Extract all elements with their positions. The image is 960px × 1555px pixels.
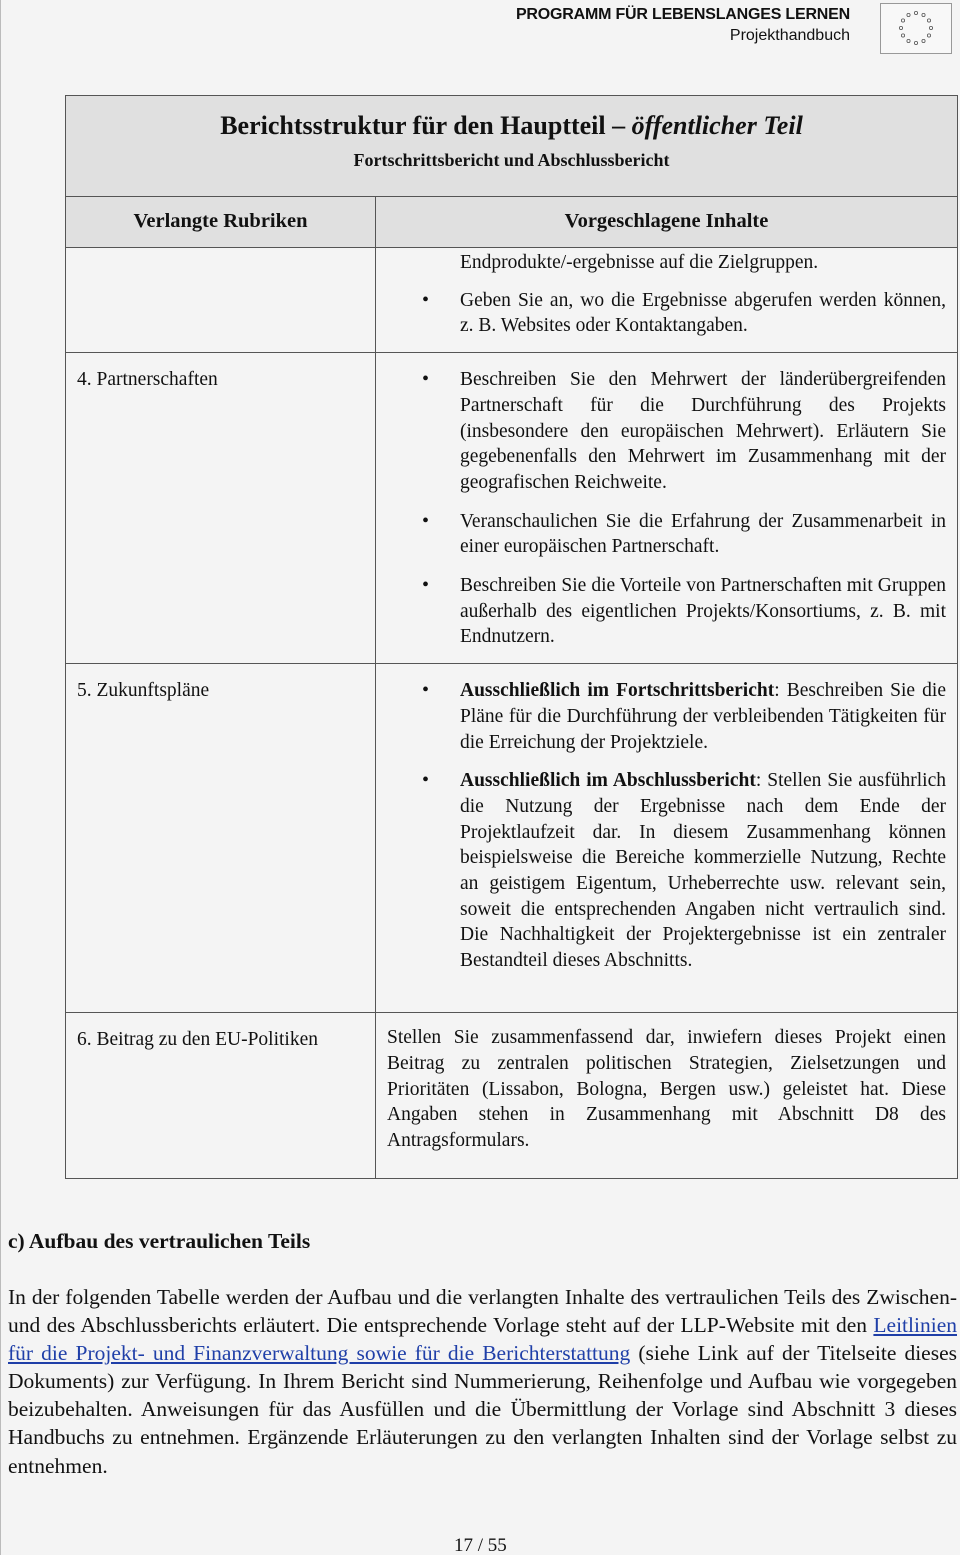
star-mark	[901, 34, 904, 37]
star-mark	[927, 34, 930, 37]
bullet-text: : Stellen Sie ausführlich die Nutzung der Ergebnisse nach dem Ende der Projektlaufzeit dar. In diesem Zusammenhang können beispielsweise die Bereiche kommerzielle Nutzung, Rechte an geistigem Eigentum, Urheberrechte usw. relevant sein, soweit die entsprechenden Angaben nicht vertraulich sind. Die Nachhaltigkeit der Projektergebnisse ist ein zentraler Bestandteil dieses Abschnitts.	[460, 770, 946, 972]
star-mark	[914, 41, 917, 44]
continued-text: Endprodukte/-ergebnisse auf die Zielgruppen.	[460, 252, 819, 273]
row-label: 4. Partnerschaften	[66, 353, 376, 664]
bold-lead: Ausschließlich im Fortschrittsbericht	[460, 680, 775, 702]
star-mark	[907, 39, 910, 42]
table-title-cell	[66, 96, 958, 197]
eu-stars-icon	[881, 4, 951, 53]
report-structure-table	[65, 95, 958, 1179]
star-mark	[927, 19, 930, 22]
table-subtitle: Fortschrittsbericht und Abschlussbericht	[353, 150, 670, 170]
star-mark	[907, 13, 910, 16]
row-label: 5. Zukunftspläne	[66, 664, 376, 1013]
row-label: 6. Beitrag zu den EU-Politiken	[66, 1013, 376, 1179]
table-title: Berichtsstruktur für den Hauptteil –	[220, 111, 632, 140]
star-mark	[929, 26, 932, 29]
table-row	[66, 248, 958, 353]
list-item: • Geben Sie an, wo die Ergebnisse abgerufen werden können, z. B. Websites oder Kontaktangaben.	[460, 288, 946, 339]
bold-lead: Ausschließlich im Abschlussbericht	[460, 770, 756, 792]
list-item: • Beschreiben Sie den Mehrwert der länderübergreifenden Partnerschaft für die Durchführung des Projekts (insbesondere den europäischen Mehrwert). Erläutern Sie gegebenenfalls den Mehrwert im Zusammenhang mit der geografischen Reichweite.	[460, 367, 946, 496]
section-heading: c) Aufbau des vertraulichen Teils	[8, 1229, 311, 1253]
eu-flag-logo	[880, 3, 952, 54]
table-row	[66, 664, 958, 1013]
table-row	[66, 353, 958, 664]
page-number: 17 / 55	[454, 1535, 507, 1555]
program-title: PROGRAMM FÜR LEBENSLANGES LERNEN	[515, 6, 850, 23]
list-item: • Beschreiben Sie die Vorteile von Partnerschaften mit Gruppen außerhalb des eigentlichen Projekts/Konsortiums, z. B. mit Endnutzern.	[460, 573, 946, 650]
bullet-text: : Beschreiben Sie die Pläne für die Durchführung der verbleibenden Tätigkeiten für die Erreichung der Projektziele.	[460, 680, 946, 753]
list-item	[460, 678, 946, 755]
table-title-italic: öffentlicher Teil	[631, 111, 803, 140]
list-item: • Veranschaulichen Sie die Erfahrung der Zusammenarbeit in einer europäischen Partnerschaft.	[460, 509, 946, 560]
row-text: Stellen Sie zusammenfassend dar, inwiefern dieses Projekt einen Beitrag zu zentralen politischen Strategien, Zielsetzungen und Prioritäten (Lissabon, Bologna, Bergen usw.) geleistet hat. Diese Angaben stehen in Zusammenhang mit Abschnitt D8 des Antragsformulars.	[376, 1013, 958, 1179]
table-row	[66, 1013, 958, 1179]
star-mark	[922, 13, 925, 16]
paragraph-text: In der folgenden Tabelle werden der Aufbau und die verlangten Inhalte des vertraulichen Teils des Zwischen- und des Abschlussberichts erläutert. Die entsprechende Vorlage steht auf der LLP-Website mit den	[8, 1285, 957, 1338]
star-mark	[914, 11, 917, 14]
star-mark	[922, 39, 925, 42]
col-header-inhalte: Vorgeschlagene Inhalte	[376, 197, 958, 248]
paragraph-text: (siehe Link auf der Titelseite dieses Dokuments) zur Verfügung. In Ihrem Bericht sind Nummerierung, Reihenfolge und Aufbau wie vorgegeben beizubehalten. Anweisungen für das Ausfüllen und die Übermittlung der Vorlage sind Abschnitt 3 dieses Handbuchs zu entnehmen. Ergänzende Erläuterungen zu den verlangten Inhalten sind der Vorlage selbst zu entnehmen.	[8, 1341, 957, 1478]
guidelines-link[interactable]: Leitlinien für die Projekt- und Finanzverwaltung sowie für die Berichterstattung	[8, 1313, 957, 1366]
handbook-subtitle: Projekthandbuch	[729, 27, 850, 44]
list-item	[460, 768, 946, 974]
col-header-rubriken: Verlangte Rubriken	[66, 197, 376, 248]
section-paragraph	[8, 1283, 957, 1480]
star-mark	[901, 19, 904, 22]
star-mark	[899, 26, 902, 29]
